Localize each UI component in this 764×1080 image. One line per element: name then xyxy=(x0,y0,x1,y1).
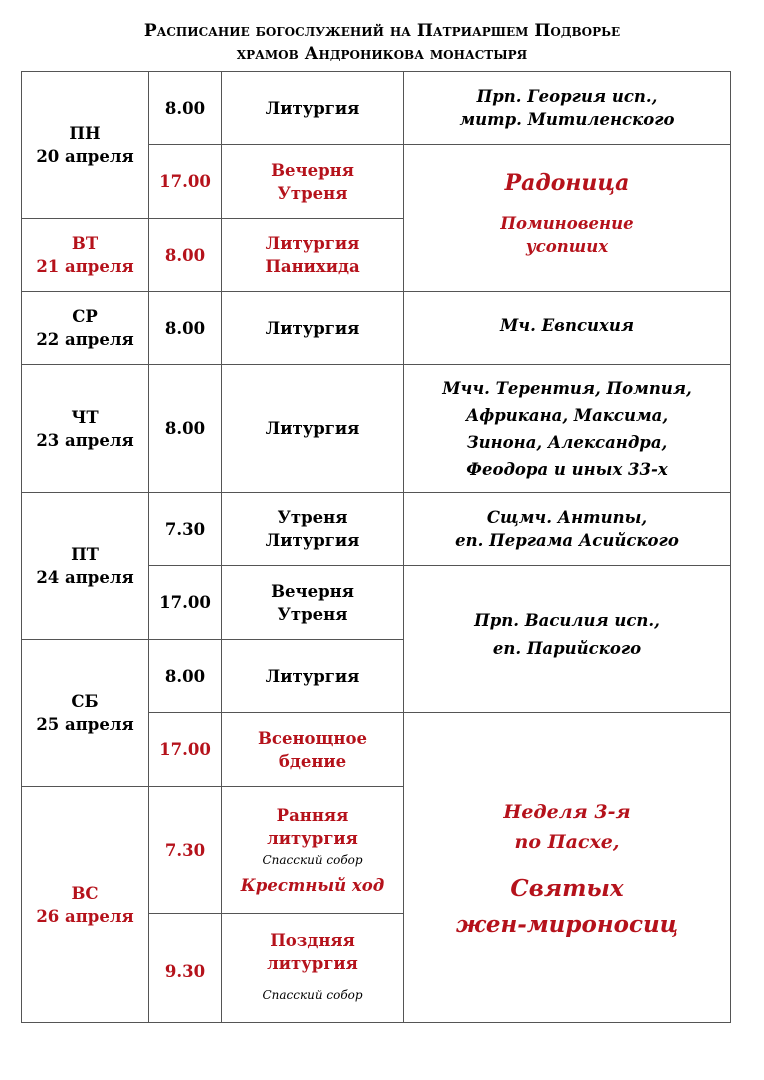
day-cell-thu xyxy=(22,365,148,492)
feast-cell-radonitsa: Радоница Поминовение усопших xyxy=(500,170,634,256)
procession-label: Крестный ход xyxy=(240,875,385,895)
service-time: 7.30 xyxy=(164,519,206,539)
service-name: Литургия xyxy=(265,98,360,118)
service-time: 17.00 xyxy=(159,593,211,612)
day-date: 23 апреля xyxy=(36,430,134,450)
feast-cell: Мчч. Терентия, Помпия, Африкана, Максима, Зинона, Александра, Феодора и иных 33-х xyxy=(442,378,692,479)
day-of-week: ПН xyxy=(69,124,101,143)
service-time: 17.00 xyxy=(159,172,211,191)
service-name: Вечерня Утреня xyxy=(271,581,354,624)
service-name: Утреня Литургия xyxy=(265,508,360,550)
feast-cell: Прп. Василия исп., еп. Парийского xyxy=(474,611,660,658)
service-name: Вечерня Утреня xyxy=(271,160,354,203)
day-of-week: ЧТ xyxy=(71,407,99,427)
day-cell-sat xyxy=(22,640,148,786)
location-note: Спасский собор xyxy=(262,988,363,1002)
service-time: 8.00 xyxy=(164,666,206,686)
day-of-week: ПТ xyxy=(71,545,99,564)
service-time: 17.00 xyxy=(159,740,211,759)
day-date: 25 апреля xyxy=(36,715,134,734)
day-cell-fri xyxy=(22,493,148,639)
service-name: Литургия xyxy=(265,318,360,338)
service-time: 8.00 xyxy=(164,318,206,338)
service-name: Литургия xyxy=(265,419,360,438)
day-cell-sun xyxy=(22,787,148,1022)
page-title: Расписание богослужений на Патриаршем Подворье xyxy=(143,21,621,41)
page-subtitle: храмов Андроникова монастыря xyxy=(236,44,528,64)
day-cell-tue xyxy=(22,219,148,291)
service-name: Поздняя литургия Спасский собор xyxy=(262,931,363,1002)
day-of-week: СР xyxy=(72,307,98,326)
day-cell-mon xyxy=(22,72,148,218)
day-of-week: ВТ xyxy=(71,234,99,253)
day-date: 21 апреля xyxy=(36,257,134,276)
service-time: 9.30 xyxy=(164,961,206,981)
day-date: 20 апреля xyxy=(36,147,134,166)
feast-cell: Мч. Евпсихия xyxy=(500,315,634,335)
day-of-week: СБ xyxy=(71,692,99,711)
feast-cell: Прп. Георгия исп., митр. Митиленского xyxy=(459,87,675,129)
day-date: 26 апреля xyxy=(36,906,134,926)
service-name: Литургия Панихида xyxy=(265,234,360,276)
service-time: 8.00 xyxy=(164,419,206,438)
day-date: 24 апреля xyxy=(36,568,134,587)
feast-title: Радоница xyxy=(504,170,630,196)
feast-cell: Сщмч. Антипы, еп. Пергама Асийского xyxy=(455,508,679,550)
service-name: Литургия xyxy=(265,666,360,686)
service-time: 8.00 xyxy=(164,245,206,265)
location-note: Спасский собор xyxy=(262,852,363,867)
feast-cell-myrrhbearers: Неделя 3-я по Пасхе, Святых жен-мироносиц xyxy=(455,800,679,938)
service-name: Всенощное бдение xyxy=(257,728,367,771)
service-name: Ранняя литургия Спасский собор Крестный ход xyxy=(240,805,385,895)
day-date: 22 апреля xyxy=(36,330,134,349)
service-time: 8.00 xyxy=(164,98,206,118)
day-of-week: ВС xyxy=(71,883,99,903)
service-time: 7.30 xyxy=(164,840,206,860)
day-cell-wed xyxy=(22,292,148,364)
